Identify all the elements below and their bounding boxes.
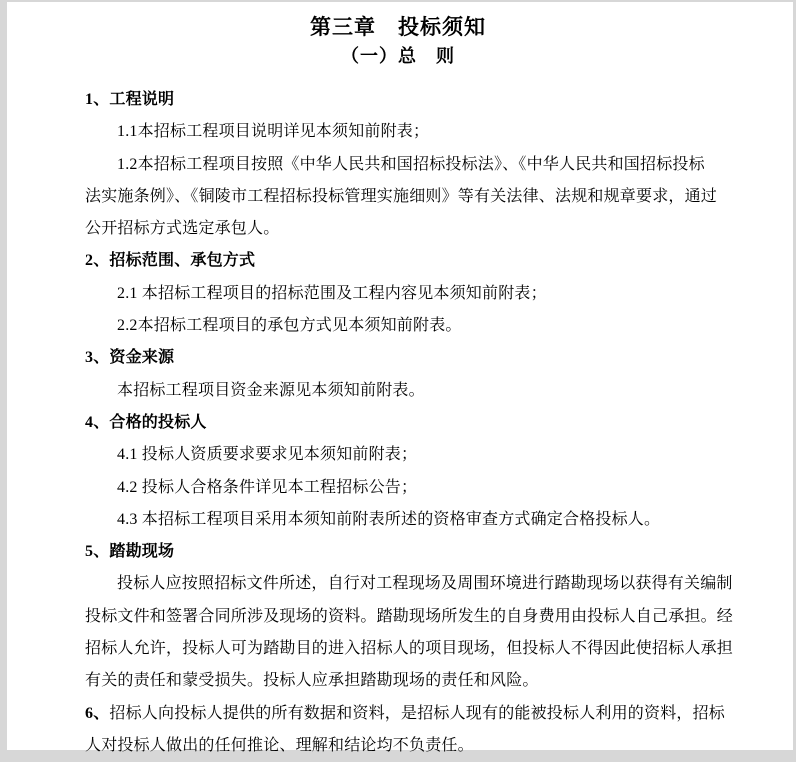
heading-site-visit: 5、踏勘现场	[85, 536, 711, 568]
clause-1-2-line-2: 法实施条例》、《铜陵市工程招标投标管理实施细则》等有关法律、法规和规章要求，通过	[85, 181, 711, 213]
chapter-title: 第三章 投标须知	[85, 12, 711, 42]
clause-5-line-1: 投标人应按照招标文件所述，自行对工程现场及周围环境进行踏勘现场以获得有关编制	[85, 568, 711, 600]
clause-5-line-4: 有关的责任和蒙受损失。投标人应承担踏勘现场的责任和风险。	[85, 665, 711, 697]
clause-2-1: 2.1 本招标工程项目的招标范围及工程内容见本须知前附表；	[85, 278, 711, 310]
heading-qualified-bidders: 4、合格的投标人	[85, 407, 711, 439]
heading-project-description: 1、工程说明	[85, 84, 711, 116]
clause-6-line-1	[85, 698, 711, 730]
document-body	[85, 84, 711, 762]
clause-5-line-2: 投标文件和签署合同所涉及现场的资料。踏勘现场所发生的自身费用由投标人自己承担。经	[85, 601, 711, 633]
document-page	[7, 2, 793, 750]
clause-1-2-line-1: 1.2本招标工程项目按照《中华人民共和国招标投标法》、《中华人民共和国招标投标	[85, 149, 711, 181]
clause-6-number: 6、	[85, 705, 109, 722]
clause-6-line-2: 人对投标人做出的任何推论、理解和结论均不负责任。	[85, 730, 711, 762]
clause-6-text: 招标人向投标人提供的所有数据和资料，是招标人现有的能被投标人利用的资料，招标	[109, 705, 725, 722]
clause-1-1: 1.1本招标工程项目说明详见本须知前附表；	[85, 116, 711, 148]
clause-3-body: 本招标工程项目资金来源见本须知前附表。	[85, 375, 711, 407]
clause-2-2: 2.2本招标工程项目的承包方式见本须知前附表。	[85, 310, 711, 342]
clause-4-2: 4.2 投标人合格条件详见本工程招标公告；	[85, 472, 711, 504]
clause-4-1: 4.1 投标人资质要求要求见本须知前附表；	[85, 439, 711, 471]
clause-4-3: 4.3 本招标工程项目采用本须知前附表所述的资格审查方式确定合格投标人。	[85, 504, 711, 536]
clause-5-line-3: 招标人允许，投标人可为踏勘目的进入招标人的项目现场，但投标人不得因此使招标人承担	[85, 633, 711, 665]
heading-funding-source: 3、资金来源	[85, 342, 711, 374]
clause-1-2-line-3: 公开招标方式选定承包人。	[85, 213, 711, 245]
heading-bid-scope: 2、招标范围、承包方式	[85, 245, 711, 277]
section-group-title: （一）总 则	[85, 42, 711, 71]
